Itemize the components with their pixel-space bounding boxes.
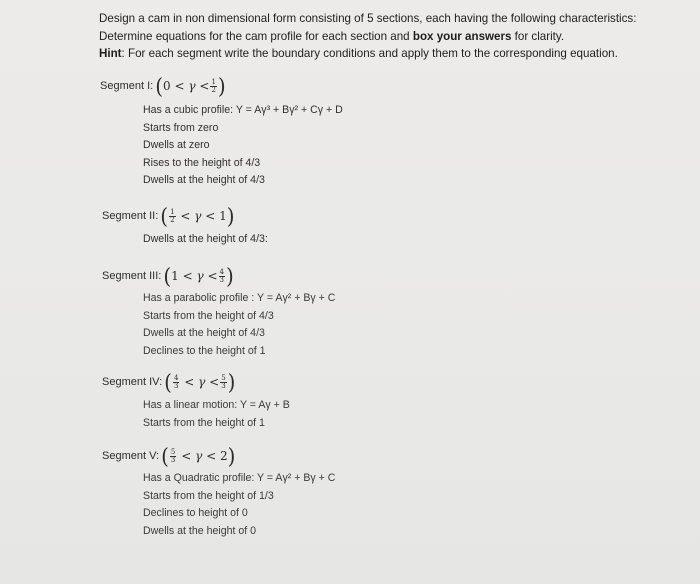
segment-5-conditions bbox=[143, 470, 335, 540]
segment-2-range-left bbox=[169, 209, 175, 224]
segment-3-title bbox=[102, 263, 234, 289]
segment-5-range-left bbox=[170, 449, 176, 464]
segment-4-range-left bbox=[173, 375, 179, 390]
gamma-symbol: γ bbox=[196, 269, 204, 283]
lt-sign: < bbox=[209, 375, 220, 389]
segment-5-line: Has a Quadratic profile: Y = Aγ² + Bγ + C bbox=[143, 472, 336, 484]
segment-4-line: Has a linear motion: Y = Aγ + B bbox=[143, 399, 290, 411]
segment-3-line: Declines to the height of 1 bbox=[143, 344, 266, 357]
segment-4-line: Starts from the height of 1 bbox=[143, 416, 265, 429]
segment-2-label: Segment II: bbox=[102, 210, 159, 222]
lt-sign: < bbox=[205, 209, 216, 223]
intro-line-2-bold: box your answers bbox=[412, 29, 512, 43]
segment-3-line: Starts from the height of 4/3 bbox=[143, 309, 274, 322]
segment-3-line: Has a parabolic profile : Y = Aγ² + Bγ + C bbox=[143, 292, 336, 304]
frac-den: 2 bbox=[170, 215, 175, 224]
segment-4-title bbox=[102, 369, 236, 395]
lt-sign: < bbox=[174, 79, 185, 93]
segment-1-range-left: 0 bbox=[163, 79, 171, 93]
frac-den: 3 bbox=[219, 275, 225, 284]
intro-line-2-pre: Determine equations for the cam profile for each section and bbox=[99, 29, 413, 43]
lt-sign: < bbox=[181, 449, 192, 463]
segment-5-range-right: 2 bbox=[219, 449, 228, 463]
segment-4-range-right bbox=[220, 375, 226, 390]
frac-num: 5 bbox=[170, 447, 176, 456]
segment-1-line: Dwells at zero bbox=[143, 139, 210, 151]
segment-5-line: Starts from the height of 1/3 bbox=[143, 489, 274, 502]
segment-3-line: Dwells at the height of 4/3 bbox=[143, 327, 265, 339]
frac-den: 3 bbox=[221, 381, 226, 390]
segment-3-conditions bbox=[143, 290, 335, 360]
lt-sign: < bbox=[184, 375, 195, 389]
segment-5-label: Segment V: bbox=[102, 450, 160, 462]
segment-3-label: Segment III: bbox=[102, 270, 162, 282]
segment-3-range-right bbox=[219, 269, 225, 284]
segment-1-label: Segment I: bbox=[100, 80, 154, 92]
segment-5-title bbox=[102, 443, 236, 469]
segment-2-title bbox=[102, 203, 235, 229]
intro-line-2 bbox=[99, 28, 689, 46]
frac-den: 2 bbox=[211, 85, 216, 94]
intro-line-1: Design a cam in non dimensional form consisting of 5 sections, each having the following characteristics: bbox=[99, 12, 637, 25]
gamma-symbol: γ bbox=[194, 209, 202, 223]
segment-1-line: Has a cubic profile: Y = Aγ³ + Bγ² + Cγ + D bbox=[143, 104, 343, 116]
segment-2-range: ( $\frac{1}{2}$ < γ < 1 ) bbox=[160, 203, 235, 229]
segment-5-line: Declines to height of 0 bbox=[143, 507, 248, 519]
lt-sign: < bbox=[199, 79, 210, 93]
segment-2-range-right: 1 bbox=[219, 209, 227, 223]
segment-3-range-left: 1 bbox=[171, 269, 179, 283]
gamma-symbol: γ bbox=[195, 449, 203, 463]
segment-4-range: ( $\frac{4}{3}$ < γ < $\frac{5}{3}$ ) bbox=[164, 369, 236, 395]
hint-text: : For each segment write the boundary conditions and apply them to the corresponding equation. bbox=[121, 47, 618, 60]
frac-num: 4 bbox=[173, 373, 179, 382]
segment-1-range: ( 0 < γ < $\frac{1}{2}$ ) bbox=[155, 73, 226, 99]
gamma-symbol: γ bbox=[188, 79, 196, 93]
segment-2-line: Dwells at the height of 4/3: bbox=[143, 233, 268, 245]
segment-4-conditions bbox=[143, 397, 290, 432]
lt-sign: < bbox=[207, 269, 218, 283]
lt-sign: < bbox=[206, 449, 217, 463]
segment-1-title bbox=[100, 73, 226, 99]
segment-1-line: Starts from zero bbox=[143, 121, 219, 134]
segment-1-line: Rises to the height of 4/3 bbox=[143, 156, 261, 169]
hint-label: Hint bbox=[99, 47, 122, 60]
frac-num: 5 bbox=[221, 373, 226, 382]
lt-sign: < bbox=[182, 269, 193, 283]
segment-4-label: Segment IV: bbox=[102, 376, 163, 388]
segment-5-line: Dwells at the height of 0 bbox=[143, 524, 257, 537]
frac-num: 1 bbox=[211, 77, 216, 86]
frac-num: 1 bbox=[170, 207, 175, 216]
segment-1-range-right bbox=[210, 79, 216, 94]
segment-5-range: ( $\frac{5}{3}$ < γ < 2 ) bbox=[161, 443, 236, 469]
gamma-symbol: γ bbox=[198, 375, 206, 389]
intro-line-3 bbox=[99, 45, 689, 63]
frac-num: 4 bbox=[219, 267, 225, 276]
segment-3-range: ( 1 < γ < $\frac{4}{3}$ ) bbox=[163, 263, 234, 289]
frac-den: 3 bbox=[170, 455, 176, 464]
frac-den: 3 bbox=[173, 381, 179, 390]
segment-2-conditions bbox=[143, 231, 268, 249]
segment-1-line: Dwells at the height of 4/3 bbox=[143, 174, 265, 186]
problem-statement bbox=[99, 10, 689, 63]
lt-sign: < bbox=[180, 209, 191, 223]
intro-line-2-post: for clarity. bbox=[511, 29, 565, 43]
segment-1-conditions bbox=[143, 102, 343, 190]
